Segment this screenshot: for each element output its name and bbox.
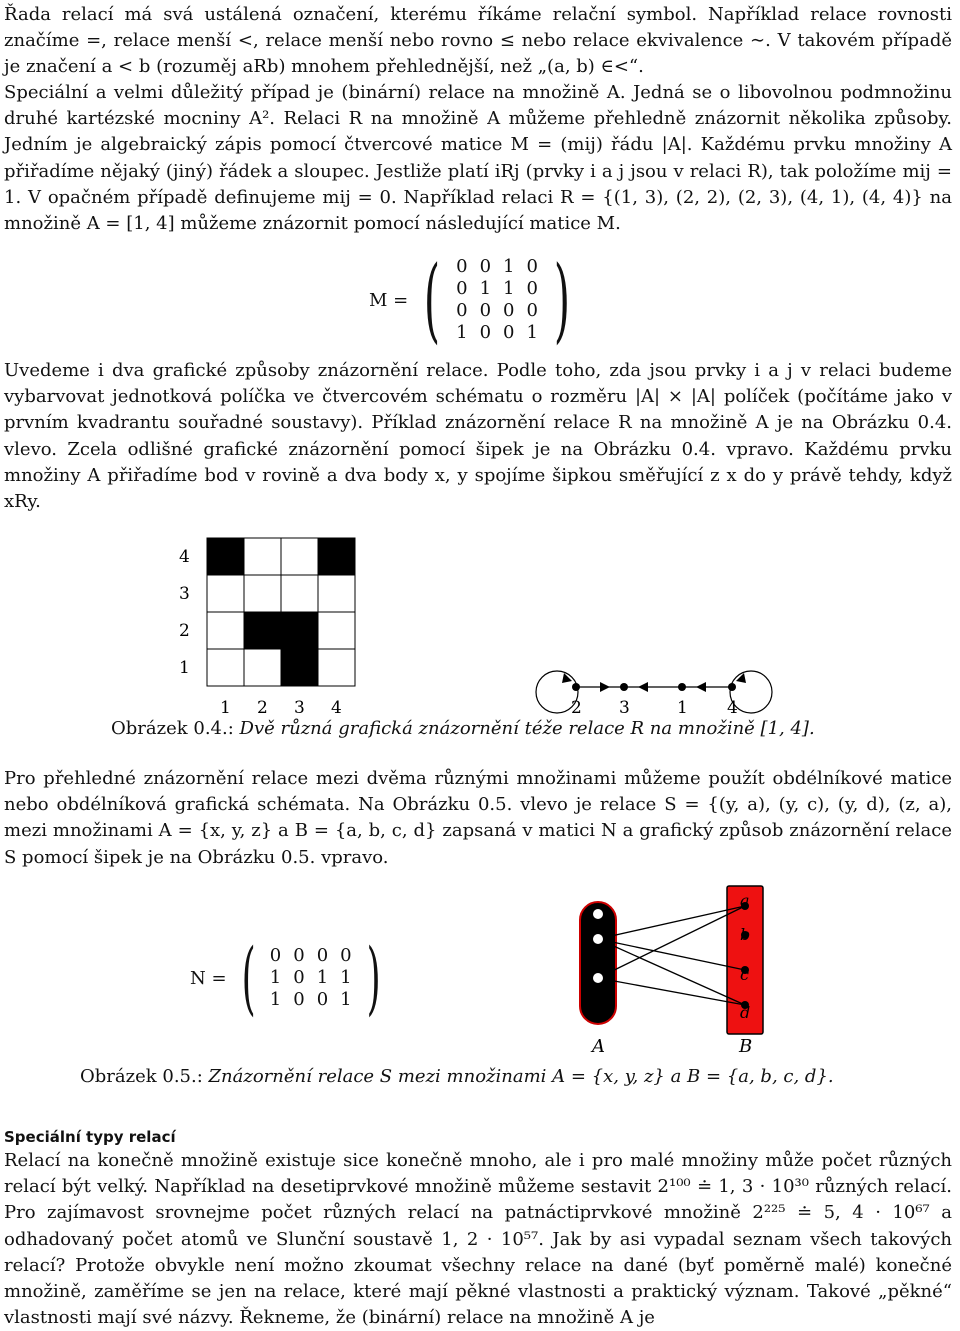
node-3 (620, 683, 628, 691)
matrix-m-row (450, 300, 544, 322)
edge-z-a (598, 906, 745, 978)
edge-y-a (598, 906, 745, 939)
matrix-n-cell: 0 (340, 945, 352, 966)
grid-cell (281, 575, 318, 612)
set-b-label-a: a (740, 891, 750, 910)
matrix-n-row (264, 945, 358, 967)
matrix-m-left-paren: ( (424, 246, 441, 353)
grid-cell (281, 538, 318, 575)
grid-y-label: 1 (179, 658, 190, 678)
matrix-m-cell: 0 (526, 278, 538, 299)
paragraph-relation-symbols: Řada relací má svá ustálená označení, kterému říkáme relační symbol. Například relace rovnosti značíme =, relace menší <, relace menší nebo rovno ≤ nebo relace ekvivalence ∼. V takovém případě je značení a < b (rozuměj aRb) mnohem přehlednější, než „(a, b) ∈<“. (4, 4, 952, 78)
grid-cell (318, 575, 355, 612)
grid-cell (244, 612, 281, 649)
grid-cell (244, 538, 281, 575)
edge-z-d (598, 978, 745, 1005)
matrix-m-cell: 0 (456, 278, 468, 299)
arrow-2-to-3 (600, 682, 610, 692)
matrix-n-row (264, 967, 358, 989)
figure-0-4-caption-text: Dvě různá grafická znázornění téže relace R na množině [1, 4]. (239, 718, 815, 739)
grid-x-label: 3 (294, 698, 305, 718)
set-b-label-c: c (740, 965, 749, 984)
matrix-m (369, 246, 580, 353)
set-b-label: B (739, 1036, 753, 1057)
matrix-m-cell: 0 (526, 300, 538, 321)
matrix-n-cell: 0 (293, 989, 305, 1010)
matrix-m-label: M = (369, 289, 409, 311)
grid-cell (318, 649, 355, 686)
set-a-element-y (593, 934, 603, 944)
grid-cell (281, 612, 318, 649)
grid-cell (244, 649, 281, 686)
figure-0-5-caption-text: Znázornění relace S mezi množinami A = {x, y, z} a B = {a, b, c, d}. (208, 1066, 834, 1087)
loop-arrow-2 (562, 673, 572, 683)
grid-x-label: 1 (220, 698, 231, 718)
grid-cell (207, 575, 244, 612)
grid-y-label: 4 (179, 547, 190, 567)
figure-0-5-caption (80, 1066, 950, 1087)
matrix-n-cell: 1 (269, 989, 282, 1010)
matrix-m-cell: 0 (503, 322, 515, 343)
matrix-n-right-paren: ) (366, 931, 381, 1024)
matrix-m-cell: 0 (456, 300, 468, 321)
set-a-element-z (593, 973, 603, 983)
matrix-n-cell: 1 (340, 967, 352, 988)
grid-y-label: 2 (179, 621, 190, 641)
figure-0-5 (564, 880, 864, 1060)
grid-cell (207, 649, 244, 686)
arrow-graph (536, 671, 772, 718)
matrix-n-row (264, 989, 358, 1011)
matrix-m-body (450, 256, 544, 344)
matrix-n-cell: 1 (340, 989, 352, 1010)
matrix-m-cell: 0 (479, 256, 492, 277)
grid-cell (281, 649, 318, 686)
paragraph-special-types: Relací na konečně množině existuje sice konečně mnoho, ale i pro malé množiny může počet různých relací být velký. Například na desetiprvkové množině můžeme sestavit 2¹⁰⁰ ≐ 1, 3 · 10³⁰ různých relací. Pro zajímavost srovnejme počet různých relací na patnáctiprvkové množině 2²²⁵ ≐ 5, 4 · 10⁶⁷ a odhadovaný počet atomů ve Slunční soustavě 1, 2 · 10⁵⁷. Jak by asi vypadal seznam všech takových relací? Protože obvykle není možno zkoumat všechny relace na dané (byť poměrně malé) konečné množině, zaměříme se jen na relace, které mají pěkné vlastnosti a praktický význam. Takové „pěkné“ vlastnosti mají své názvy. Řekneme, že (binární) relace na množině A je (4, 1150, 952, 1329)
matrix-n-cell: 0 (316, 945, 329, 966)
paragraph-rectangular-relations: Pro přehledné znázornění relace mezi dvěma různými množinami můžeme použít obdélníkové matice nebo obdélníková grafická schémata. Na Obrázku 0.5. vlevo je relace S = {(y, a), (y, c), (y, d), (z, a), mezi množinami A = {x, y, z} a B = {a, b, c, d} zapsaná v matici N a grafický způsob znázornění relace S pomocí šipek je na Obrázku 0.5. vpravo. (4, 768, 952, 868)
grid-cell (244, 575, 281, 612)
set-b-label-b: b (740, 925, 751, 944)
matrix-n (190, 930, 389, 1026)
matrix-m-cell: 1 (479, 278, 492, 299)
grid-x-label: 2 (257, 698, 268, 718)
node-1 (678, 683, 686, 691)
paragraph-relation-on-set: Speciální a velmi důležitý případ je (binární) relace na množině A. Jedná se o libovolnou podmnožinu druhé kartézské mocniny A². Relaci R na množině A můžeme přehledně znázornit několika způsoby. Jedním je algebraický zápis pomocí čtvercové matice M = (mij) řádu |A|. Každému prvku množiny A přiřadíme nějaký (jiný) řádek a sloupec. Jestliže platí iRj (prvky i a j jsou v relaci R), tak položíme mij = 1. V opačném případě definujeme mij = 0. Například relaci R = {(1, 3), (2, 2), (2, 3), (4, 1), (4, 4)} na množině A = [1, 4] můžeme znázornit pomocí následující matice M. (4, 82, 952, 235)
matrix-n-cell: 0 (316, 989, 329, 1010)
matrix-n-cell: 0 (269, 945, 282, 966)
arrow-4-to-1 (696, 682, 706, 692)
arrow-1-to-3 (638, 682, 648, 692)
grid-cell (318, 538, 355, 575)
matrix-m-cell: 1 (456, 322, 468, 343)
matrix-n-cell: 1 (316, 967, 329, 988)
matrix-m-cell: 1 (503, 278, 515, 299)
matrix-m-row (450, 278, 544, 300)
node-label-2: 2 (571, 698, 582, 718)
matrix-m-cell: 1 (503, 256, 515, 277)
matrix-m-row (450, 256, 544, 278)
matrix-m-cell: 1 (526, 322, 538, 343)
node-label-3: 3 (619, 698, 630, 718)
grid-y-label: 3 (179, 584, 190, 604)
section-heading: Speciální typy relací (4, 1128, 176, 1146)
grid-cell (207, 612, 244, 649)
edge-y-c (598, 939, 745, 970)
figure-0-4-caption (111, 718, 951, 739)
node-label-4: 4 (727, 698, 738, 718)
matrix-m-cell: 0 (479, 300, 492, 321)
matrix-m-row (450, 322, 544, 344)
grid-x-label: 4 (331, 698, 342, 718)
matrix-m-cell: 0 (503, 300, 515, 321)
grid-cell (207, 538, 244, 575)
paragraph-graphic-representation: Uvedeme i dva grafické způsoby znázornění relace. Podle toho, zda jsou prvky i a j v relaci budeme vybarvovat jednotková políčka ve čtvercovém schématu o rozměru |A| × |A| políček (počítáme jako v prvním kvadrantu souřadné soustavy). Příklad znázornění relace R na množině A je na Obrázku 0.4. vlevo. Zcela odlišné grafické znázornění pomocí šipek je na Obrázku 0.4. vpravo. Každému prvku množiny A přiřadíme bod v rovině a dva body x, y spojíme šipkou směřující z x do y právě tehdy, když xRy. (4, 360, 952, 513)
matrix-n-cell: 0 (293, 945, 305, 966)
matrix-m-cell: 0 (456, 256, 468, 277)
loop-arrow-4 (736, 673, 746, 683)
set-a-box (580, 902, 616, 1024)
node-label-1: 1 (677, 698, 688, 718)
figure-0-4 (4, 520, 954, 740)
matrix-m-cell: 0 (526, 256, 538, 277)
node-2 (572, 683, 580, 691)
figure-0-5-caption-prefix: Obrázek 0.5.: (80, 1066, 203, 1087)
matrix-m-cell: 0 (479, 322, 492, 343)
matrix-n-left-paren: ( (241, 931, 256, 1024)
matrix-n-body (264, 945, 358, 1011)
matrix-n-label: N = (190, 967, 227, 989)
matrix-m-right-paren: ) (553, 246, 570, 353)
matrix-n-cell: 0 (293, 967, 305, 988)
edge-y-d (598, 939, 745, 1005)
figure-0-4-caption-prefix: Obrázek 0.4.: (111, 718, 234, 739)
set-b-label-d: d (740, 1003, 751, 1022)
matrix-n-cell: 1 (269, 967, 282, 988)
set-a-label: A (592, 1036, 605, 1057)
relation-grid (207, 538, 355, 686)
grid-cell (318, 612, 355, 649)
set-a-element-x (593, 909, 603, 919)
node-4 (728, 683, 736, 691)
